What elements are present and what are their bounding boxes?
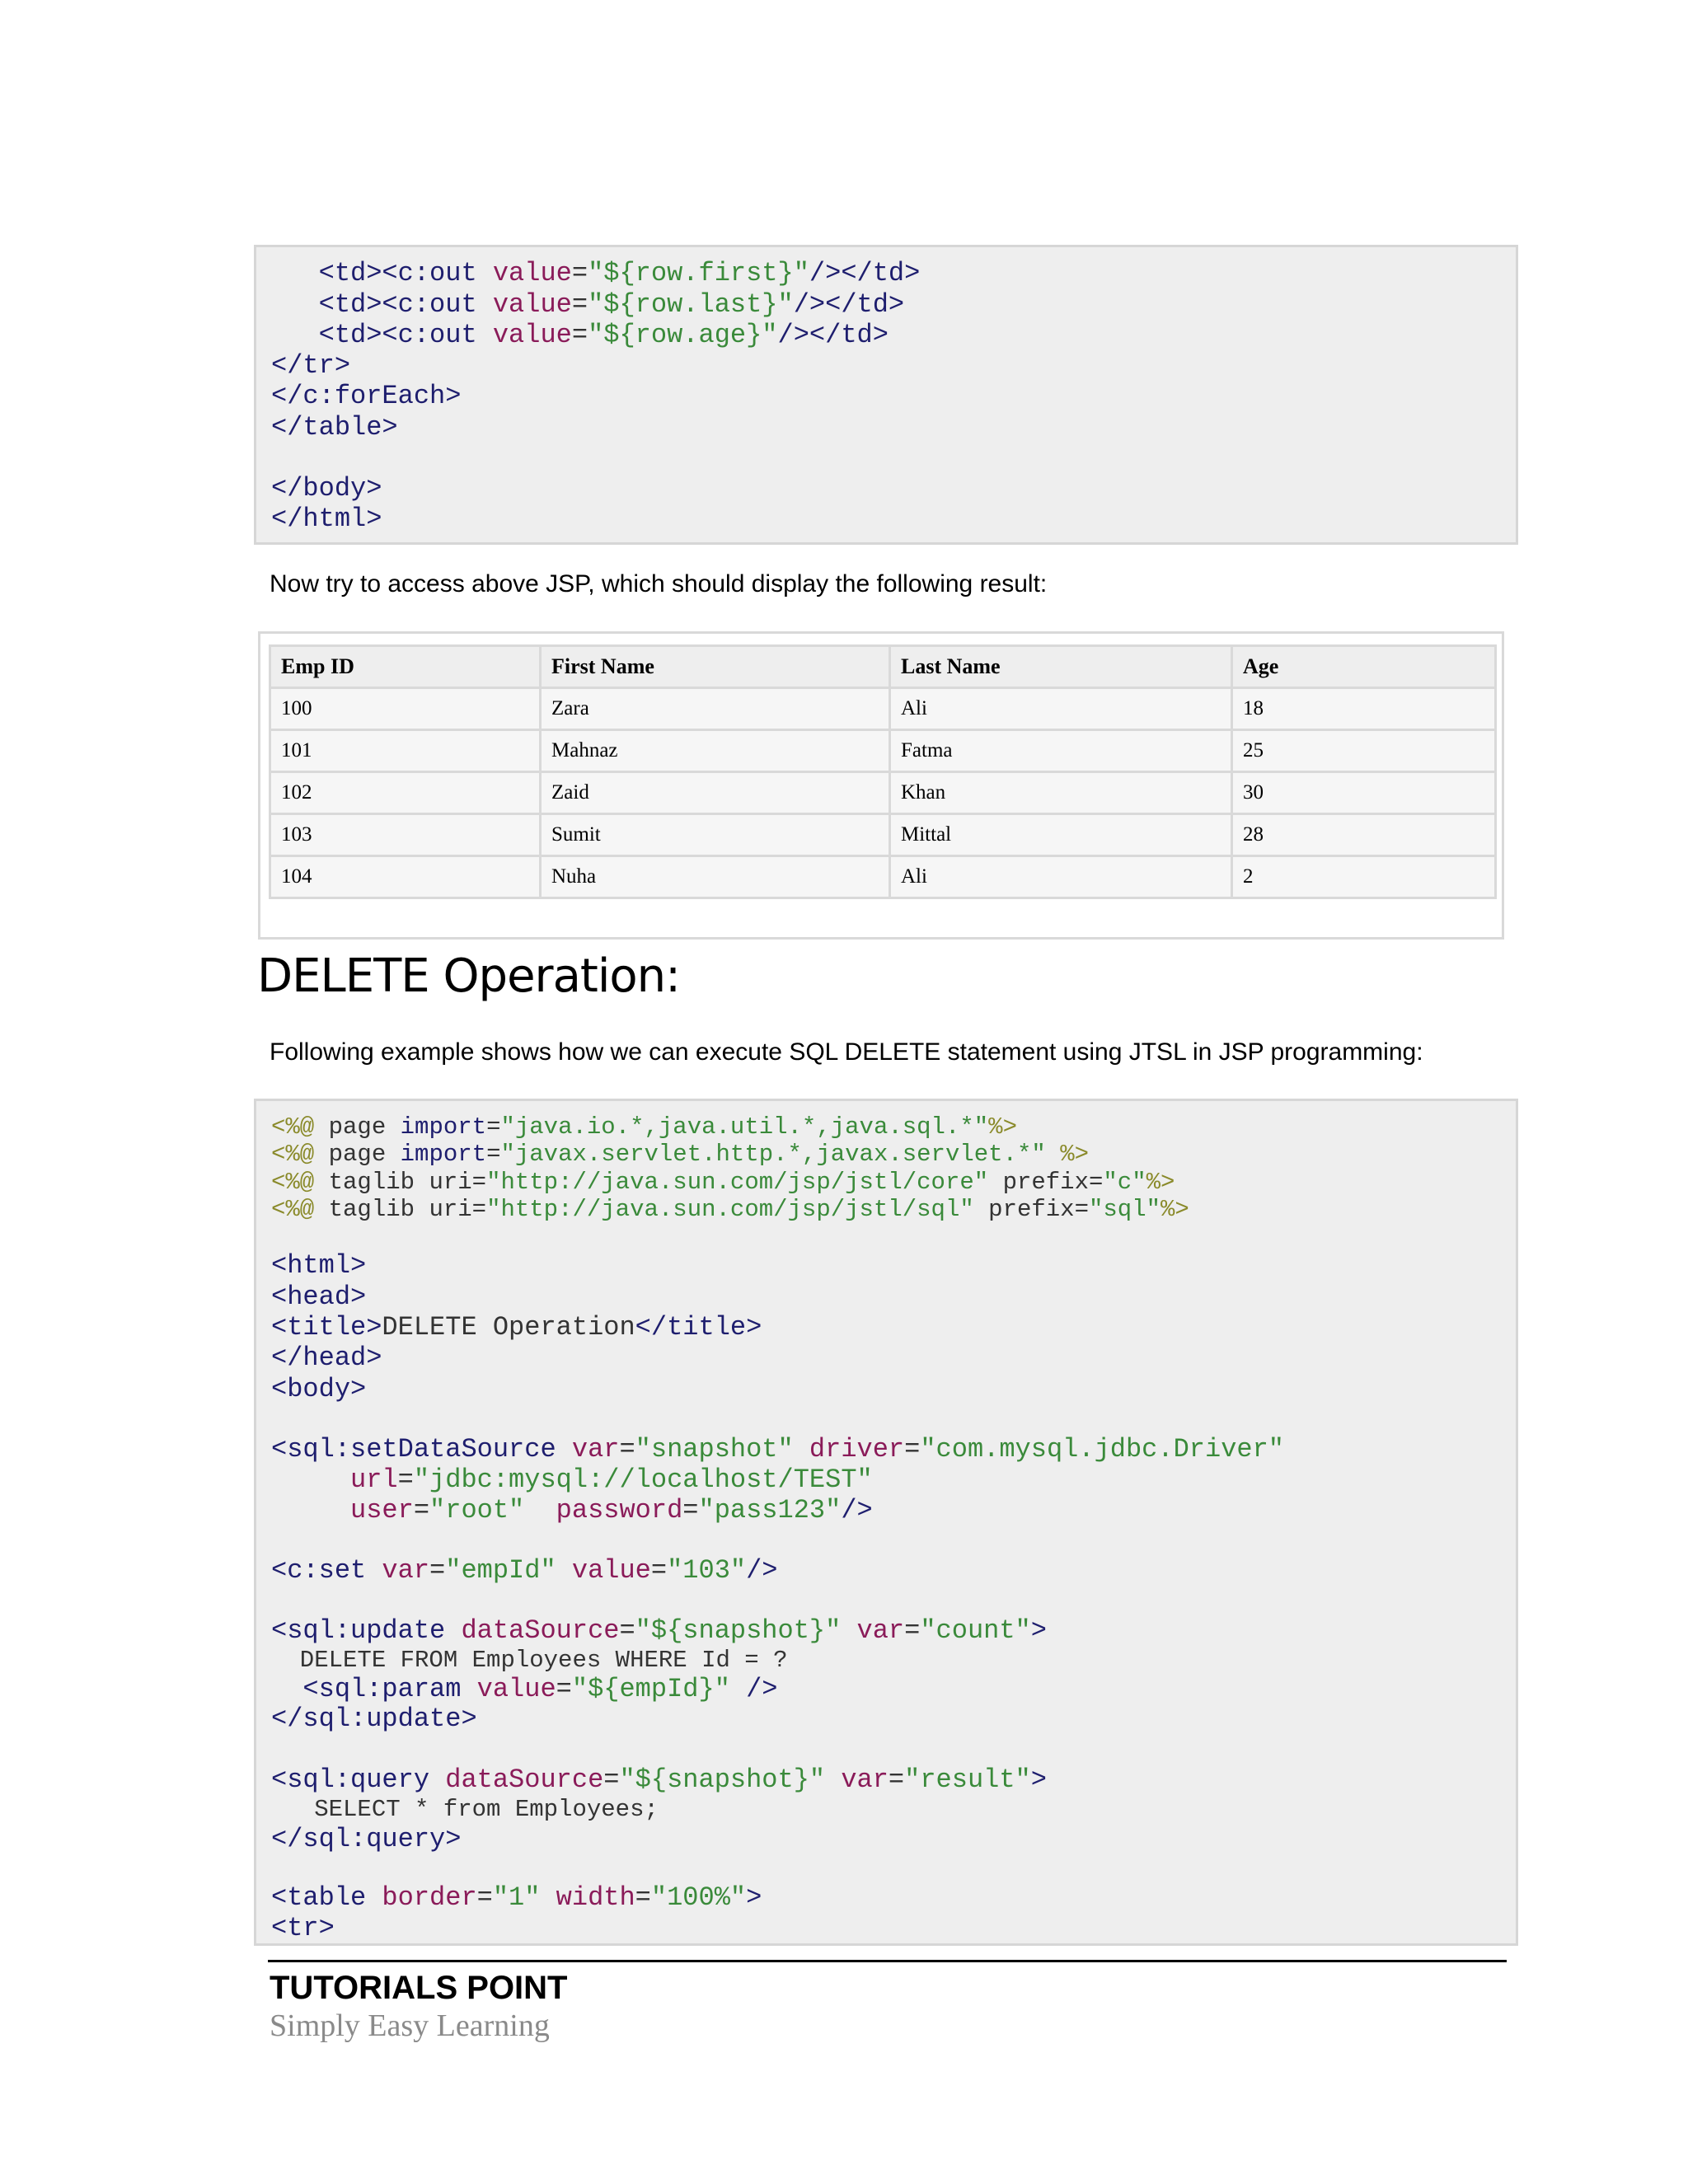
code-line bbox=[271, 1648, 788, 1672]
code-line bbox=[271, 412, 398, 443]
footer-tagline: Simply Easy Learning bbox=[270, 2008, 550, 2043]
code-token bbox=[841, 1615, 856, 1646]
footer-rule bbox=[268, 1960, 1507, 1962]
cell-first-name: Nuha bbox=[541, 856, 890, 898]
code-line bbox=[271, 473, 382, 504]
code-token bbox=[540, 1882, 556, 1913]
code-token: = bbox=[413, 1495, 430, 1526]
cell-emp-id: 101 bbox=[270, 730, 541, 772]
code-token: "result" bbox=[904, 1765, 1031, 1795]
code-token bbox=[271, 1465, 350, 1495]
code-token bbox=[794, 1434, 809, 1465]
code-token: <sql:update bbox=[271, 1615, 462, 1646]
code-token: "${empId}" bbox=[571, 1674, 730, 1704]
code-token: taglib uri bbox=[328, 1196, 472, 1223]
code-line bbox=[271, 506, 382, 532]
code-token: "javax.servlet.http.*,javax.servlet.*" bbox=[500, 1141, 1046, 1168]
code-token: "com.mysql.jdbc.Driver" bbox=[920, 1434, 1284, 1465]
code-block-delete-example bbox=[254, 1099, 1518, 1946]
code-token: = bbox=[635, 1882, 651, 1913]
code-token: = bbox=[619, 1434, 635, 1465]
cell-emp-id: 103 bbox=[270, 814, 541, 856]
code-token: dataSource bbox=[445, 1765, 604, 1795]
code-line bbox=[271, 1706, 477, 1732]
cell-age: 28 bbox=[1232, 814, 1496, 856]
code-token: <sql:param bbox=[271, 1674, 477, 1704]
code-token: /></td> bbox=[809, 258, 921, 288]
code-token: /> bbox=[729, 1674, 778, 1704]
cell-emp-id: 100 bbox=[270, 688, 541, 730]
code-token: var bbox=[856, 1615, 905, 1646]
code-token: "100%" bbox=[650, 1882, 747, 1913]
result-table-frame bbox=[258, 631, 1504, 940]
cell-last-name: Fatma bbox=[890, 730, 1232, 772]
cell-age: 25 bbox=[1232, 730, 1496, 772]
code-token: = bbox=[571, 320, 588, 350]
header-age: Age bbox=[1232, 646, 1496, 688]
code-token: = bbox=[486, 1141, 501, 1168]
code-token: = bbox=[1074, 1196, 1089, 1223]
table-row bbox=[270, 688, 1496, 730]
code-token: = bbox=[682, 1495, 699, 1526]
code-token: /></td> bbox=[793, 289, 905, 320]
code-token: value bbox=[492, 258, 572, 288]
code-token: = bbox=[471, 1169, 487, 1196]
code-token: = bbox=[471, 1196, 487, 1223]
table-row bbox=[270, 814, 1496, 856]
code-token: = bbox=[650, 1555, 668, 1586]
cell-last-name: Ali bbox=[890, 856, 1232, 898]
code-line bbox=[271, 1170, 1175, 1194]
code-line bbox=[271, 1376, 366, 1403]
code-line bbox=[271, 1555, 778, 1586]
code-line bbox=[271, 1826, 461, 1853]
cell-emp-id: 102 bbox=[270, 772, 541, 814]
code-token: = bbox=[556, 1674, 572, 1704]
code-line bbox=[271, 289, 905, 320]
code-token: page bbox=[328, 1141, 401, 1168]
code-line bbox=[271, 1915, 335, 1942]
code-token: password bbox=[556, 1495, 683, 1526]
code-token: <%@ bbox=[271, 1169, 329, 1196]
code-token: = bbox=[603, 1765, 620, 1795]
section-description: Following example shows how we can execute SQL DELETE statement using JTSL in JSP programming: bbox=[270, 1038, 1423, 1066]
code-token: import bbox=[400, 1141, 487, 1168]
code-token bbox=[556, 1555, 572, 1586]
code-token: <%@ bbox=[271, 1113, 329, 1141]
code-token: <html> bbox=[271, 1250, 367, 1281]
code-token: </table> bbox=[271, 412, 398, 443]
code-token: driver bbox=[809, 1434, 905, 1465]
code-token: "${row.age}" bbox=[588, 320, 778, 350]
code-token: </body> bbox=[271, 473, 382, 504]
code-token: </sql:query> bbox=[271, 1824, 462, 1854]
code-token: %> bbox=[1060, 1141, 1089, 1168]
code-token: = bbox=[904, 1615, 921, 1646]
code-token: "${row.last}" bbox=[588, 289, 794, 320]
code-token: = bbox=[397, 1465, 414, 1495]
code-token: > bbox=[746, 1882, 762, 1913]
code-token: "${snapshot}" bbox=[635, 1615, 842, 1646]
code-token: </head> bbox=[271, 1343, 382, 1373]
code-line bbox=[271, 1284, 366, 1310]
table-row bbox=[270, 772, 1496, 814]
code-token: value bbox=[476, 1674, 556, 1704]
code-token: "http://java.sun.com/jsp/jstl/core" bbox=[486, 1169, 989, 1196]
code-line bbox=[271, 1615, 1047, 1646]
code-line bbox=[271, 1882, 762, 1913]
code-token: </c:forEach> bbox=[271, 381, 462, 411]
code-line bbox=[271, 1345, 382, 1371]
code-line bbox=[271, 383, 461, 410]
code-token: <%@ bbox=[271, 1141, 329, 1168]
cell-first-name: Zara bbox=[541, 688, 890, 730]
code-token: taglib uri bbox=[328, 1169, 472, 1196]
code-token: "c" bbox=[1103, 1169, 1146, 1196]
code-token: = bbox=[571, 258, 588, 288]
code-token: border bbox=[382, 1882, 477, 1913]
code-token: "${row.first}" bbox=[588, 258, 809, 288]
code-line bbox=[271, 1197, 1189, 1221]
code-token: DELETE FROM Employees WHERE Id = ? bbox=[271, 1647, 788, 1674]
cell-age: 30 bbox=[1232, 772, 1496, 814]
header-last-name: Last Name bbox=[890, 646, 1232, 688]
cell-last-name: Khan bbox=[890, 772, 1232, 814]
code-token: </title> bbox=[635, 1312, 762, 1343]
code-line bbox=[271, 1250, 367, 1281]
code-token: <td><c:out bbox=[271, 258, 493, 288]
cell-emp-id: 104 bbox=[270, 856, 541, 898]
code-token: prefix bbox=[973, 1196, 1075, 1223]
code-line bbox=[271, 1436, 1284, 1463]
code-token: SELECT * from Employees; bbox=[271, 1796, 659, 1823]
code-token: %> bbox=[1160, 1196, 1189, 1223]
code-token: /> bbox=[841, 1495, 873, 1526]
code-token: <title> bbox=[271, 1312, 382, 1343]
code-token: value bbox=[492, 320, 572, 350]
code-token: /></td> bbox=[777, 320, 889, 350]
code-line bbox=[271, 1797, 659, 1821]
code-token: prefix bbox=[988, 1169, 1089, 1196]
code-line bbox=[271, 1676, 778, 1703]
code-token: <body> bbox=[271, 1374, 367, 1404]
code-token: %> bbox=[988, 1113, 1017, 1141]
code-token: <table bbox=[271, 1882, 382, 1913]
code-token: "http://java.sun.com/jsp/jstl/sql" bbox=[486, 1196, 974, 1223]
code-token: </sql:update> bbox=[271, 1704, 477, 1734]
code-line bbox=[271, 1312, 762, 1343]
code-token: = bbox=[1089, 1169, 1104, 1196]
code-token: <head> bbox=[271, 1282, 367, 1312]
code-token: /> bbox=[746, 1555, 778, 1586]
code-line bbox=[271, 1115, 1017, 1139]
code-line bbox=[271, 1497, 873, 1524]
code-token: = bbox=[476, 1882, 493, 1913]
code-token bbox=[271, 1495, 350, 1526]
code-token: "jdbc:mysql://localhost/TEST" bbox=[413, 1465, 873, 1495]
code-token: <%@ bbox=[271, 1196, 329, 1223]
code-token: = bbox=[888, 1765, 905, 1795]
cell-age: 2 bbox=[1232, 856, 1496, 898]
code-token: > bbox=[1030, 1765, 1047, 1795]
code-token: "sql" bbox=[1089, 1196, 1161, 1223]
code-token: dataSource bbox=[461, 1615, 620, 1646]
result-table bbox=[269, 644, 1497, 899]
code-token: = bbox=[429, 1555, 446, 1586]
code-token: width bbox=[556, 1882, 635, 1913]
result-table-header-row bbox=[270, 646, 1496, 688]
code-token: </tr> bbox=[271, 350, 351, 381]
code-token: = bbox=[571, 289, 588, 320]
code-token: var bbox=[571, 1434, 620, 1465]
cell-first-name: Mahnaz bbox=[541, 730, 890, 772]
cell-last-name: Mittal bbox=[890, 814, 1232, 856]
code-token: "count" bbox=[920, 1615, 1031, 1646]
code-token: "pass123" bbox=[698, 1495, 842, 1526]
result-intro-text: Now try to access above JSP, which should display the following result: bbox=[270, 570, 1048, 598]
code-line bbox=[271, 350, 351, 381]
code-token bbox=[1046, 1141, 1060, 1168]
code-token: <td><c:out bbox=[271, 320, 493, 350]
code-token: "empId" bbox=[445, 1555, 556, 1586]
code-line bbox=[271, 1142, 1089, 1166]
code-token: <td><c:out bbox=[271, 289, 493, 320]
header-emp-id: Emp ID bbox=[270, 646, 541, 688]
cell-first-name: Sumit bbox=[541, 814, 890, 856]
code-token: user bbox=[350, 1495, 414, 1526]
code-token: <c:set bbox=[271, 1555, 382, 1586]
table-row bbox=[270, 856, 1496, 898]
code-token: import bbox=[400, 1113, 487, 1141]
cell-age: 18 bbox=[1232, 688, 1496, 730]
code-token: "1" bbox=[492, 1882, 541, 1913]
header-first-name: First Name bbox=[541, 646, 890, 688]
footer-brand: TUTORIALS POINT bbox=[270, 1970, 568, 2006]
code-token: "root" bbox=[429, 1495, 525, 1526]
code-line bbox=[271, 1467, 873, 1493]
code-token: > bbox=[1030, 1615, 1047, 1646]
section-heading: DELETE Operation: bbox=[257, 949, 681, 1003]
code-token: var bbox=[841, 1765, 889, 1795]
code-token: <sql:query bbox=[271, 1765, 446, 1795]
code-token: = bbox=[619, 1615, 635, 1646]
code-line bbox=[271, 322, 889, 349]
code-block-continuation bbox=[254, 245, 1518, 545]
code-token: = bbox=[904, 1434, 921, 1465]
code-token: value bbox=[571, 1555, 651, 1586]
code-token bbox=[524, 1495, 556, 1526]
code-token: value bbox=[492, 289, 572, 320]
cell-first-name: Zaid bbox=[541, 772, 890, 814]
code-token: </html> bbox=[271, 504, 382, 534]
code-line bbox=[271, 1767, 1047, 1793]
code-token: %> bbox=[1146, 1169, 1175, 1196]
code-token: "103" bbox=[667, 1555, 747, 1586]
code-token: DELETE Operation bbox=[382, 1312, 635, 1343]
cell-last-name: Ali bbox=[890, 688, 1232, 730]
code-token: "snapshot" bbox=[635, 1434, 794, 1465]
code-token: var bbox=[382, 1555, 430, 1586]
code-line bbox=[271, 260, 920, 287]
code-token: page bbox=[328, 1113, 401, 1141]
code-token: "${snapshot}" bbox=[619, 1765, 826, 1795]
table-row bbox=[270, 730, 1496, 772]
code-token: <sql:setDataSource bbox=[271, 1434, 572, 1465]
code-token bbox=[825, 1765, 841, 1795]
code-token: = bbox=[486, 1113, 501, 1141]
code-token: url bbox=[350, 1465, 398, 1495]
code-token: "java.io.*,java.util.*,java.sql.*" bbox=[500, 1113, 989, 1141]
code-token: <tr> bbox=[271, 1913, 335, 1943]
